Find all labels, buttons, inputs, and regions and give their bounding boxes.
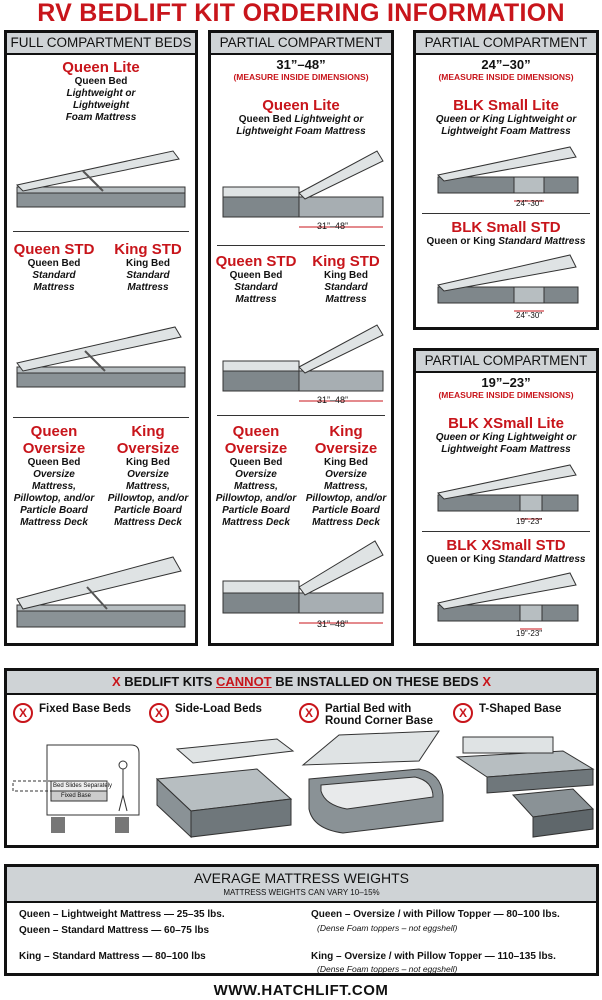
full-compartment-header: FULL COMPARTMENT BEDS (7, 33, 195, 55)
blk-small-bed-1 (434, 141, 584, 207)
partial-31-48-queen-ov-line2: Oversize (235, 469, 277, 480)
queen-oversize-line2: Oversize (33, 469, 75, 480)
side-load-label: Side-Load Beds (175, 703, 262, 715)
blk-xsmall-lite-line2: Lightweight Foam Mattress (441, 444, 571, 455)
blk-xsmall-lite-name: BLK XSmall Lite (448, 415, 564, 432)
blk-small-dim-2: 24"-30" (516, 311, 543, 320)
blk-xsmall-lite-line1: Queen or King Lightweight or (435, 432, 577, 443)
weight-note-queen-oversize: (Dense Foam toppers – not eggshell) (317, 923, 458, 933)
queen-oversize-name2: Oversize (22, 440, 86, 457)
x-mark-icon: X (482, 674, 491, 689)
king-oversize-line1: King Bed (126, 457, 170, 468)
partial-31-48-queen-std-name: Queen STD (215, 253, 297, 270)
partial-31-48-bed-3 (219, 537, 387, 633)
partial-24-30-measure: (MEASURE INSIDE DIMENSIONS) (438, 72, 574, 82)
fixed-base-diagram (11, 737, 145, 841)
partial-31-48-lite-line1b: Lightweight or (294, 114, 364, 125)
diagram-label-bed-slides: Bed Slides Separately (53, 783, 113, 789)
partial-31-48-bed-2 (219, 315, 387, 411)
round-corner-label-2: Round Corner Base (325, 715, 433, 727)
king-oversize-line5: Particle Board (114, 505, 182, 516)
partial-31-48-bed-1 (219, 141, 387, 237)
partial-31-48-dim-1: 31”–48” (317, 221, 349, 231)
cannot-h3: BE INSTALLED ON THESE BEDS (275, 674, 479, 689)
blk-xsmall-std-block (416, 537, 596, 566)
fixed-base-item (13, 703, 131, 723)
partial-compartment-19-23-panel (413, 348, 599, 646)
blk-small-std-line1b: Standard Mattress (498, 236, 586, 247)
partial-31-48-king-std-line1: King Bed (324, 270, 368, 281)
partial-31-48-header: PARTIAL COMPARTMENT (211, 33, 391, 55)
queen-std-name: Queen STD (13, 241, 95, 258)
king-std-line1: King Bed (126, 258, 170, 269)
partial-31-48-lite-line2: Lightweight Foam Mattress (236, 126, 366, 137)
t-shaped-item (453, 703, 561, 723)
king-oversize-name2: Oversize (116, 440, 180, 457)
queen-oversize-line5: Particle Board (20, 505, 88, 516)
queen-lite-line3: Lightweight (72, 100, 130, 111)
weight-row-queen-oversize: Queen – Oversize / with Pillow Topper — 80–100 lbs. (311, 909, 560, 920)
king-oversize-line3: Mattress, (126, 481, 170, 492)
partial-31-48-dim-3: 31”–48” (317, 619, 349, 629)
partial-31-48-king-ov-line4: Pillowtop, and/or (305, 493, 387, 504)
partial-31-48-king-oversize-name2: Oversize (314, 440, 378, 457)
queen-lite-name: Queen Lite (62, 59, 140, 76)
partial-31-48-measure: (MEASURE INSIDE DIMENSIONS) (233, 72, 369, 82)
partial-31-48-queen-ov-line5: Particle Board (222, 505, 290, 516)
partial-compartment-24-30-panel (413, 30, 599, 330)
x-circle-icon: X (13, 703, 33, 723)
oversize-block (7, 423, 195, 529)
queen-oversize-line3: Mattress, (32, 481, 76, 492)
partial-31-48-range: 31”–48” (276, 57, 326, 72)
blk-small-lite-line2: Lightweight Foam Mattress (441, 126, 571, 137)
blk-small-std-line1a: Queen or King (426, 236, 496, 247)
partial-31-48-queen-oversize-name2: Oversize (224, 440, 288, 457)
king-oversize-name1: King (131, 423, 165, 440)
x-mark-icon: X (111, 674, 121, 689)
partial-19-23-range-block (416, 375, 596, 401)
fixed-base-label: Fixed Base Beds (39, 703, 132, 715)
page-title: RV BEDLIFT KIT ORDERING INFORMATION (37, 0, 565, 27)
partial-31-48-lite-block (211, 97, 391, 138)
queen-oversize-line4: Pillowtop, and/or (13, 493, 95, 504)
round-corner-item (299, 703, 433, 727)
t-shaped-label: T-Shaped Base (479, 703, 562, 715)
blk-small-lite-block (416, 97, 596, 138)
partial-31-48-king-ov-line6: Mattress Deck (312, 517, 380, 528)
partial-31-48-king-ov-line5: Particle Board (312, 505, 380, 516)
weights-subtitle: MATTRESS WEIGHTS CAN VARY 10–15% (223, 888, 380, 897)
partial-31-48-std-block (211, 253, 391, 306)
partial-24-30-range-block (416, 57, 596, 83)
blk-small-dim-1: 24"-30" (516, 199, 543, 208)
partial-31-48-queen-ov-line4: Pillowtop, and/or (215, 493, 297, 504)
blk-xsmall-std-line1b: Standard Mattress (498, 554, 586, 565)
queen-oversize-line6: Mattress Deck (20, 517, 88, 528)
queen-std-line3: Mattress (33, 282, 75, 293)
blk-xsmall-dim-1: 19"-23" (516, 517, 543, 526)
partial-19-23-header: PARTIAL COMPARTMENT (416, 351, 596, 373)
blk-small-lite-line1: Queen or King Lightweight or (435, 114, 577, 125)
blk-xsmall-bed-1 (434, 459, 584, 525)
partial-31-48-range-block (211, 57, 391, 83)
blk-small-lite-name: BLK Small Lite (453, 97, 559, 114)
blk-small-std-name: BLK Small STD (451, 219, 561, 236)
blk-small-bed-2 (434, 251, 584, 317)
partial-31-48-king-oversize-name1: King (329, 423, 363, 440)
queen-lite-block (7, 59, 195, 124)
blk-xsmall-std-name: BLK XSmall STD (446, 537, 566, 554)
queen-oversize-line1: Queen Bed (27, 457, 81, 468)
partial-31-48-queen-std-line1: Queen Bed (229, 270, 283, 281)
blk-xsmall-dim-2: 19"-23" (516, 629, 543, 638)
mattress-weights-panel (4, 864, 599, 976)
full-bed-illustration-1 (13, 145, 189, 211)
weights-header (7, 867, 596, 903)
queen-std-line1: Queen Bed (27, 258, 81, 269)
partial-31-48-king-std-line3: Mattress (325, 294, 367, 305)
full-bed-illustration-2 (13, 323, 189, 393)
partial-31-48-king-ov-line1: King Bed (324, 457, 368, 468)
partial-31-48-king-ov-line2: Oversize (325, 469, 367, 480)
partial-31-48-king-std-line2: Standard (324, 282, 368, 293)
king-std-name: King STD (114, 241, 182, 258)
partial-24-30-header: PARTIAL COMPARTMENT (416, 33, 596, 55)
side-load-item (149, 703, 262, 723)
partial-compartment-31-48-panel (208, 30, 394, 646)
partial-31-48-queen-oversize-name1: Queen (232, 423, 280, 440)
partial-31-48-queen-ov-line3: Mattress, (234, 481, 278, 492)
partial-31-48-dim-2: 31”–48” (317, 395, 349, 405)
side-load-diagram (147, 729, 295, 839)
king-oversize-line6: Mattress Deck (114, 517, 182, 528)
queen-lite-line2: Lightweight or (66, 88, 136, 99)
partial-31-48-queen-std-line3: Mattress (235, 294, 277, 305)
queen-lite-line4: Foam Mattress (65, 112, 137, 123)
partial-31-48-king-ov-line3: Mattress, (324, 481, 368, 492)
x-circle-icon: X (453, 703, 473, 723)
t-shaped-diagram (453, 729, 599, 839)
partial-31-48-queen-ov-line1: Queen Bed (229, 457, 283, 468)
partial-31-48-queen-ov-line6: Mattress Deck (222, 517, 290, 528)
partial-31-48-lite-line1: Queen Bed (238, 114, 292, 125)
partial-19-23-range: 19”–23” (481, 375, 531, 390)
weight-row-queen-std: Queen – Standard Mattress — 60–75 lbs (19, 925, 210, 936)
queen-oversize-name1: Queen (30, 423, 78, 440)
queen-lite-line1: Queen Bed (74, 76, 128, 87)
queen-std-line2: Standard (32, 270, 76, 281)
weight-row-queen-light: Queen – Lightweight Mattress — 25–35 lbs. (19, 909, 225, 920)
king-oversize-line4: Pillowtop, and/or (107, 493, 189, 504)
king-std-line3: Mattress (127, 282, 169, 293)
partial-19-23-measure: (MEASURE INSIDE DIMENSIONS) (438, 390, 574, 400)
blk-small-std-block (416, 219, 596, 248)
cannot-h2: CANNOT (216, 674, 272, 689)
blk-xsmall-std-line1a: Queen or King (426, 554, 496, 565)
diagram-label-fixed-base: Fixed Base (61, 793, 92, 799)
cannot-install-header (7, 671, 596, 695)
full-bed-illustration-3 (13, 553, 189, 633)
x-circle-icon: X (149, 703, 169, 723)
cannot-h1: BEDLIFT KITS (124, 674, 213, 689)
weight-note-king-oversize: (Dense Foam toppers – not eggshell) (317, 964, 458, 974)
cannot-install-panel (4, 668, 599, 848)
full-compartment-panel (4, 30, 198, 646)
x-circle-icon: X (299, 703, 319, 723)
partial-31-48-queen-std-line2: Standard (234, 282, 278, 293)
weight-row-king-std: King – Standard Mattress — 80–100 lbs (19, 951, 206, 962)
round-corner-label-1: Partial Bed with (325, 703, 412, 715)
king-std-line2: Standard (126, 270, 170, 281)
partial-24-30-range: 24”–30” (481, 57, 531, 72)
king-oversize-line2: Oversize (127, 469, 169, 480)
blk-xsmall-lite-block (416, 415, 596, 456)
weight-row-king-oversize: King – Oversize / with Pillow Topper — 110–135 lbs. (311, 951, 556, 962)
partial-31-48-queen-lite-name: Queen Lite (262, 97, 340, 114)
partial-31-48-king-std-name: King STD (312, 253, 380, 270)
blk-xsmall-bed-2 (434, 569, 584, 635)
weights-title: AVERAGE MATTRESS WEIGHTS (194, 870, 409, 886)
website-url: WWW.HATCHLIFT.COM (213, 982, 389, 999)
std-block (7, 241, 195, 294)
partial-31-48-oversize-block (211, 423, 391, 529)
round-corner-diagram (299, 729, 449, 839)
